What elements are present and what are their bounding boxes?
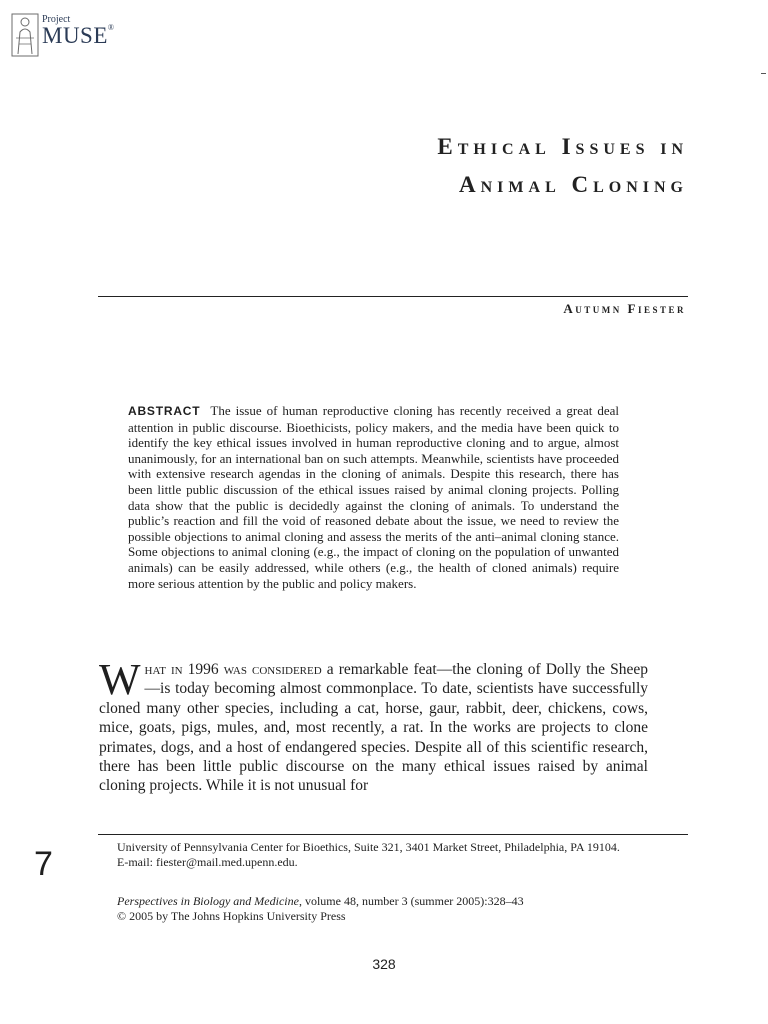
drop-cap: W <box>99 655 141 704</box>
journal-line <box>117 894 524 909</box>
body-paragraph <box>99 655 648 796</box>
journal-details: , volume 48, number 3 (summer 2005):328–43 <box>298 894 524 908</box>
email-line: E-mail: fiester@mail.med.upenn.edu. <box>117 855 298 869</box>
edge-mark <box>761 73 766 74</box>
title-line-1: Ethical Issues in <box>437 134 688 159</box>
title-rule <box>98 296 688 297</box>
project-muse-logo <box>10 12 130 60</box>
copyright-line: © 2005 by The Johns Hopkins University Press <box>117 909 346 923</box>
abstract <box>128 403 619 591</box>
side-number: 7 <box>34 845 53 883</box>
logo-muse-text: MUSE® <box>42 23 115 48</box>
lead-in: hat in 1996 was considered <box>144 661 322 678</box>
author-footnote <box>99 840 651 870</box>
muse-seal-icon <box>10 12 40 58</box>
logo-project-text: Project <box>42 14 71 25</box>
abstract-label: ABSTRACT <box>128 404 201 418</box>
body-text: a remarkable feat—the cloning of Dolly the Sheep—is today becoming almost commonplace. To date, scientists have successfully cloned many other species, including a cat, horse, gaur, rabbit, deer, chickens, cows, mice, goats, pigs, mules, and, most recently, a rat. In the works are projects to clone primates, dogs, and a host of endangered species. Despite all of this scientific research, there has been little public discourse on the many ethical issues raised by animal cloning projects. While it is not unusual for <box>99 661 648 795</box>
article-title <box>437 128 688 204</box>
title-line-2: Animal Cloning <box>459 172 688 197</box>
footnote-rule <box>98 834 688 835</box>
abstract-text: The issue of human reproductive cloning has recently received a great deal attention in public discourse. Bioethicists, policy makers, and the media have been quick to identify the key ethical issues involved in human reproductive cloning and to argue, almost unanimously, for an international ban on such attempts. Meanwhile, scientists have proceeded with extensive research agendas in the cloning of animals. Despite this research, there has been little public discussion of the ethical issues raised by animal cloning projects. Polling data show that the public is decidedly against the cloning of animals. To understand the public’s reaction and fill the void of reasoned debate about the issue, we need to review the possible objections to animal cloning and assess the merits of the anti–animal cloning stance. Some objections to animal cloning (e.g., the impact of cloning on the population of unwanted animals) can be easily addressed, while others (e.g., the health of cloned animals) require more serious attention by the public and policy makers. <box>128 403 619 591</box>
author-name: Autumn Fiester <box>563 301 686 316</box>
journal-citation <box>117 894 524 924</box>
page-number: 328 <box>372 956 396 972</box>
affiliation: University of Pennsylvania Center for Bioethics, Suite 321, 3401 Market Street, Philadelphia, PA 19104. <box>117 840 620 854</box>
journal-name: Perspectives in Biology and Medicine <box>117 894 299 908</box>
